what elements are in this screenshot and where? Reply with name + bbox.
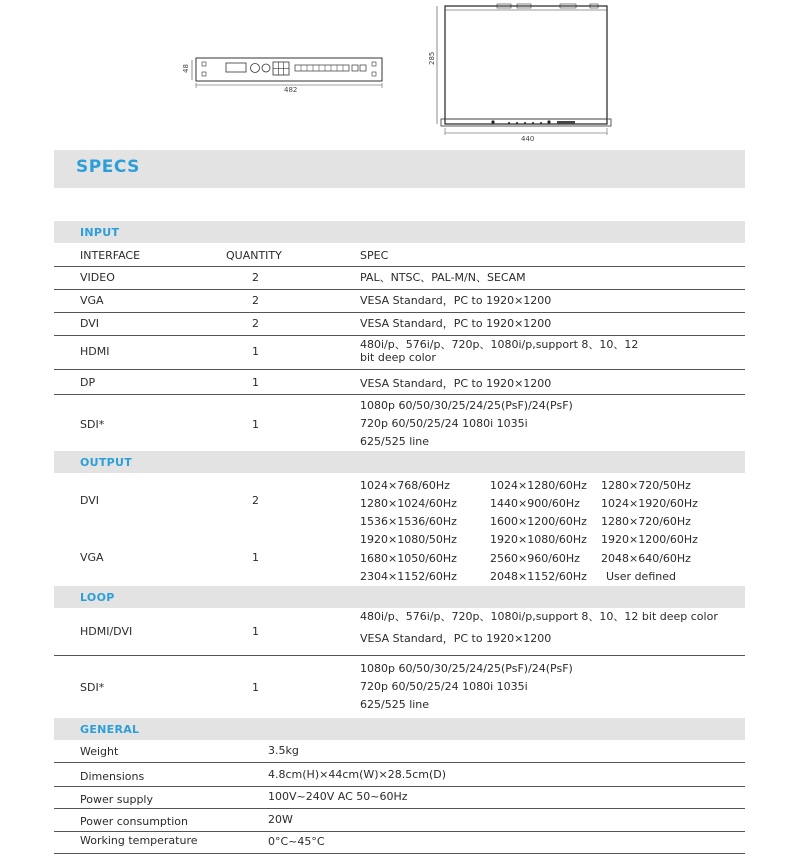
general-value: 100V~240V AC 50~60Hz: [268, 790, 408, 803]
resolution-cell: 1280×1024/60Hz: [360, 497, 457, 510]
table-row-quantity: 2: [252, 494, 259, 507]
table-row-spec: 720p 60/50/25/24 1080i 1035i: [360, 680, 528, 693]
table-row-quantity: 1: [252, 418, 259, 431]
resolution-cell: 1680×1050/60Hz: [360, 552, 457, 565]
row-divider: [54, 335, 745, 336]
table-row-spec: VESA Standard，PC to 1920×1200: [360, 294, 552, 307]
row-divider: [54, 394, 745, 395]
table-row-interface: HDMI/DVI: [80, 625, 133, 638]
top-depth-label: 285: [428, 51, 436, 65]
table-row-interface: SDI*: [80, 681, 105, 694]
general-label: Power supply: [80, 793, 153, 806]
general-value: 20W: [268, 813, 293, 826]
table-row-spec: VESA Standard，PC to 1920×1200: [360, 317, 552, 330]
table-row-quantity: 1: [252, 681, 259, 694]
general-label: Weight: [80, 745, 119, 758]
header-interface: INTERFACE: [80, 249, 141, 262]
front-height-label: 48: [182, 64, 190, 73]
table-row-spec: VESA Standard，PC to 1920×1200: [360, 632, 552, 645]
row-divider: [54, 831, 745, 832]
table-row-spec: bit deep color: [360, 351, 436, 364]
table-row-quantity: 1: [252, 345, 259, 358]
general-section-header: [54, 718, 745, 740]
general-label: Dimensions: [80, 770, 145, 783]
resolution-cell: 1600×1200/60Hz: [490, 515, 587, 528]
general-value: 0°C~45°C: [268, 835, 325, 848]
table-row-interface: DP: [80, 376, 96, 389]
resolution-cell: User defined: [606, 570, 676, 583]
resolution-cell: 2048×640/60Hz: [601, 552, 691, 565]
row-divider: [54, 808, 745, 809]
page-title: SPECS: [76, 157, 140, 177]
header-spec: SPEC: [360, 249, 389, 262]
resolution-cell: 1440×900/60Hz: [490, 497, 580, 510]
table-row-spec: 720p 60/50/25/24 1080i 1035i: [360, 417, 528, 430]
front-panel-drawing: [180, 50, 390, 95]
general-section-title: GENERAL: [80, 723, 140, 736]
table-row-interface: HDMI: [80, 345, 110, 358]
resolution-cell: 1024×1280/60Hz: [490, 479, 587, 492]
output-section-header: [54, 451, 745, 473]
front-width-label: 482: [284, 86, 298, 94]
row-divider: [54, 853, 745, 854]
general-value: 3.5kg: [268, 744, 299, 757]
resolution-cell: 1024×1920/60Hz: [601, 497, 698, 510]
table-row-quantity: 1: [252, 625, 259, 638]
output-section-title: OUTPUT: [80, 456, 133, 469]
row-divider: [54, 655, 745, 656]
top-view-drawing: [425, 2, 620, 144]
row-divider: [54, 266, 745, 267]
table-row-interface: VGA: [80, 551, 104, 564]
table-row-interface: VIDEO: [80, 271, 115, 284]
input-section-header: [54, 221, 745, 243]
resolution-cell: 1920×1080/50Hz: [360, 533, 457, 546]
resolution-cell: 1024×768/60Hz: [360, 479, 450, 492]
table-row-interface: DVI: [80, 494, 100, 507]
table-row-quantity: 2: [252, 317, 259, 330]
table-row-interface: DVI: [80, 317, 100, 330]
table-row-spec: VESA Standard，PC to 1920×1200: [360, 377, 552, 390]
resolution-cell: 1536×1536/60Hz: [360, 515, 457, 528]
resolution-cell: 1920×1080/60Hz: [490, 533, 587, 546]
table-row-quantity: 1: [252, 376, 259, 389]
header-quantity: QUANTITY: [226, 249, 282, 262]
general-label: Power consumption: [80, 815, 188, 828]
resolution-cell: 1920×1200/60Hz: [601, 533, 698, 546]
resolution-cell: 2048×1152/60Hz: [490, 570, 587, 583]
row-divider: [54, 786, 745, 787]
table-row-spec: 625/525 line: [360, 435, 430, 448]
table-row-quantity: 2: [252, 294, 259, 307]
table-row-spec: 480i/p、576i/p、720p、1080i/p,support 8、10、12 bit deep color: [360, 610, 718, 623]
input-section-title: INPUT: [80, 226, 120, 239]
table-row-spec: 480i/p、576i/p、720p、1080i/p,support 8、10、12: [360, 338, 639, 351]
resolution-cell: 1280×720/50Hz: [601, 479, 691, 492]
resolution-cell: 1280×720/60Hz: [601, 515, 691, 528]
general-value: 4.8cm(H)×44cm(W)×28.5cm(D): [268, 768, 447, 781]
row-divider: [54, 312, 745, 313]
general-label: Working temperature: [80, 834, 198, 847]
table-row-quantity: 1: [252, 551, 259, 564]
resolution-cell: 2560×960/60Hz: [490, 552, 580, 565]
table-row-interface: VGA: [80, 294, 104, 307]
loop-section-header: [54, 586, 745, 608]
table-row-interface: SDI*: [80, 418, 105, 431]
specs-header-band: [54, 150, 745, 188]
table-row-spec: 1080p 60/50/30/25/24/25(PsF)/24(PsF): [360, 399, 573, 412]
row-divider: [54, 762, 745, 763]
row-divider: [54, 289, 745, 290]
loop-section-title: LOOP: [80, 591, 115, 604]
table-row-spec: PAL、NTSC、PAL-M/N、SECAM: [360, 271, 526, 284]
resolution-cell: 2304×1152/60Hz: [360, 570, 457, 583]
top-width-label: 440: [521, 135, 535, 143]
row-divider: [54, 369, 745, 370]
table-row-quantity: 2: [252, 271, 259, 284]
table-row-spec: 625/525 line: [360, 698, 430, 711]
table-row-spec: 1080p 60/50/30/25/24/25(PsF)/24(PsF): [360, 662, 573, 675]
